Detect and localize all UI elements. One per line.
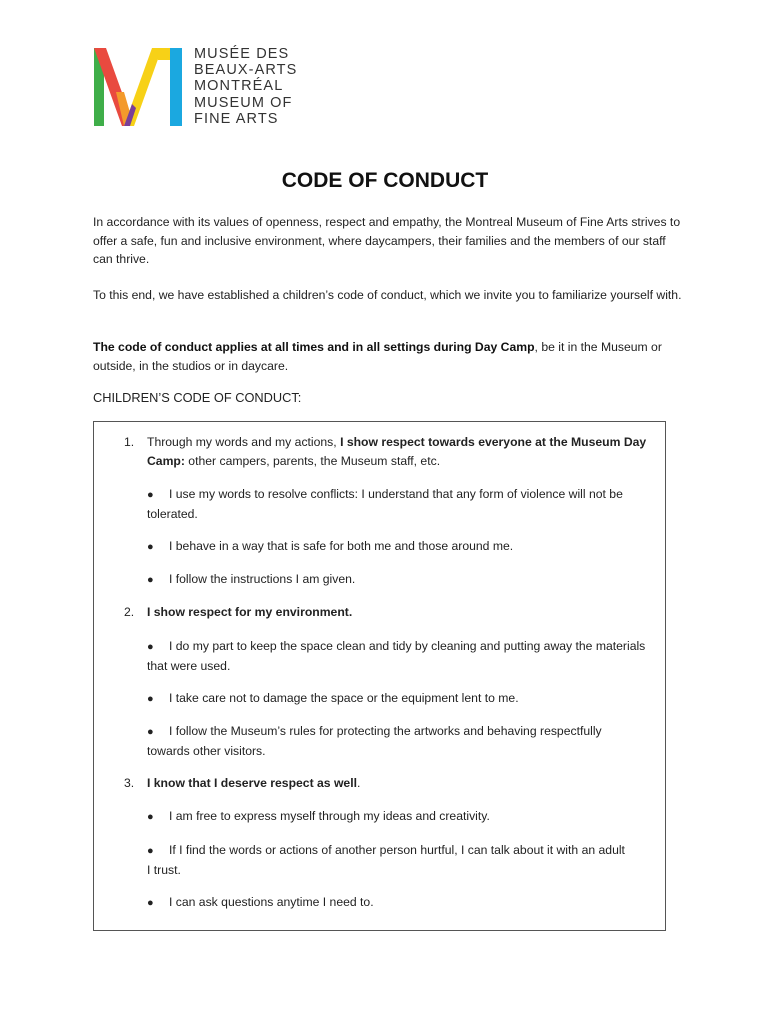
bullet-text: I behave in a way that is safe for both me and those around me.: [169, 539, 514, 553]
bullet-text: I can ask questions anytime I need to.: [169, 895, 374, 909]
museum-logo: [94, 46, 298, 130]
logo-wordmark: [194, 46, 297, 127]
intro-paragraph-3-rest: , be it in the Museum or outside, in the studios or in daycare.: [93, 340, 662, 373]
bullet-text: I do my part to keep the space clean and tidy by cleaning and putting away the materials that were used.: [147, 639, 646, 673]
item-bold: I show respect towards everyone at the Museum Day Camp:: [147, 435, 647, 468]
bullet-text: I take care not to damage the space or the equipment lent to me.: [169, 691, 519, 705]
intro-paragraph-1: In accordance with its values of openness, respect and empathy, the Montreal Museum of Fine Arts strives to offer a safe, fun and inclusive environment, where daycampers, their families and the members of our staff can thrive.: [93, 215, 681, 266]
list-item: [147, 807, 657, 827]
item-bold: I know that I deserve respect as well: [147, 776, 357, 790]
item-rest: other campers, parents, the Museum staff, etc.: [184, 453, 441, 468]
logo-line: BEAUX-ARTS: [194, 62, 298, 79]
item-number: 2.: [124, 605, 135, 619]
intro-paragraph-3: [93, 338, 683, 375]
item-number: 3.: [124, 776, 135, 790]
item-lead: Through my words and my actions,: [147, 435, 341, 449]
item-number: 1.: [124, 435, 135, 449]
code-of-conduct-box: [93, 421, 666, 931]
page-title: CODE OF CONDUCT: [281, 169, 489, 192]
list-item: [147, 841, 627, 879]
list-item: [147, 689, 657, 709]
bullet-icon: ●: [147, 574, 154, 586]
item-rest: .: [357, 776, 361, 790]
m-logo-icon: [94, 46, 182, 128]
logo-line: FINE ARTS: [194, 110, 279, 127]
bullet-icon: ●: [147, 641, 154, 653]
intro-paragraph-3-bold: The code of conduct applies at all times and in all settings during Day Camp: [93, 340, 535, 354]
bullet-text: I follow the instructions I am given.: [169, 572, 356, 586]
bullet-text: I use my words to resolve conflicts: I understand that any form of violence will not be tolerated.: [147, 487, 623, 521]
item-statement: [147, 433, 647, 470]
bullet-icon: ●: [147, 541, 154, 553]
list-item: [147, 722, 627, 760]
bullet-icon: ●: [147, 489, 154, 501]
intro-paragraph-2: To this end, we have established a children’s code of conduct, which we invite you to familiarize yourself with.: [93, 288, 682, 302]
logo-line: MONTRÉAL: [194, 78, 284, 95]
bullet-text: If I find the words or actions of another person hurtful, I can talk about it with an adult I trust.: [147, 843, 625, 877]
list-item: [147, 570, 657, 590]
bullet-icon: ●: [147, 693, 154, 705]
bullet-icon: ●: [147, 726, 154, 738]
bullet-text: I am free to express myself through my ideas and creativity.: [169, 809, 490, 823]
list-item: [147, 893, 657, 913]
bullet-icon: ●: [147, 845, 154, 857]
bullet-icon: ●: [147, 897, 154, 909]
logo-line: MUSEUM OF: [194, 94, 293, 111]
list-item: [147, 637, 657, 675]
list-item: [147, 537, 657, 557]
section-heading: CHILDREN’S CODE OF CONDUCT:: [93, 390, 302, 405]
bullet-icon: ●: [147, 811, 154, 823]
item-statement: [147, 603, 647, 622]
item-statement: [147, 774, 647, 793]
item-bold: I show respect for my environment.: [147, 605, 353, 619]
bullet-text: I follow the Museum’s rules for protecting the artworks and behaving respectfully towards other visitors.: [147, 724, 602, 758]
logo-line: MUSÉE DES: [194, 46, 290, 62]
list-item: [147, 485, 657, 523]
